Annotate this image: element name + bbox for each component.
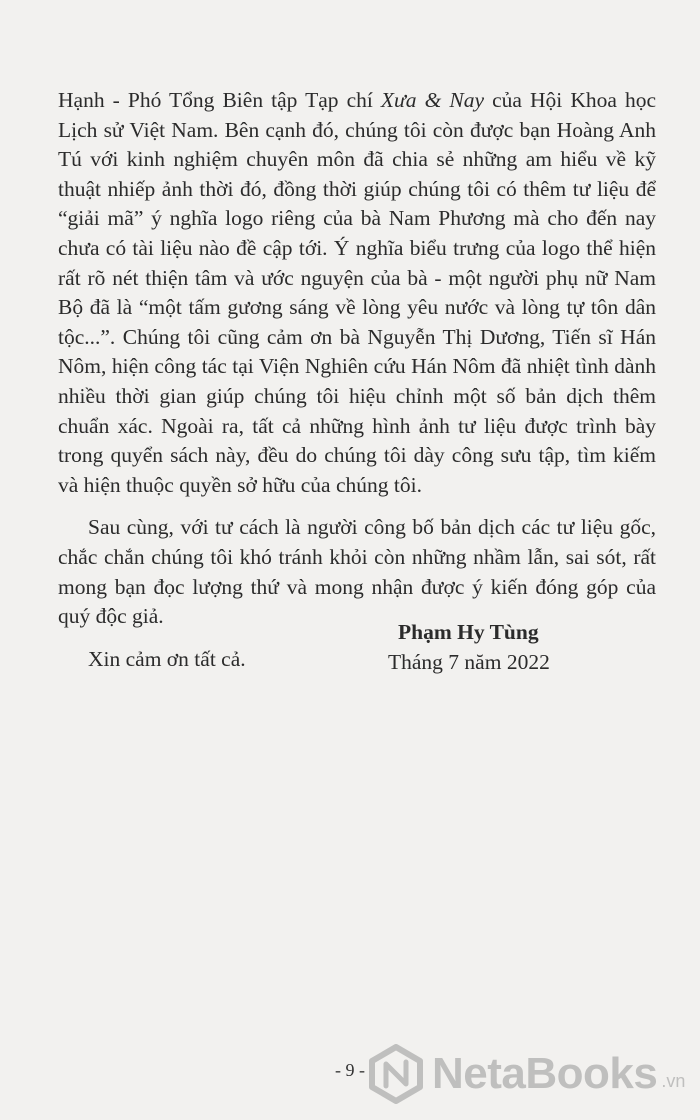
watermark-suffix: .vn	[661, 1070, 686, 1091]
watermark-brand: NetaBooks	[432, 1049, 658, 1098]
signature-date: Tháng 7 năm 2022	[388, 650, 550, 674]
paragraph-1-start: Hạnh - Phó Tổng Biên tập Tạp chí	[58, 88, 381, 112]
signature-block	[388, 617, 588, 677]
watermark	[368, 1042, 698, 1106]
paragraph-3: Xin cảm ơn tất cả.	[88, 646, 246, 671]
page-body	[58, 86, 656, 674]
paragraph-2: Sau cùng, với tư cách là người công bố bản dịch các tư liệu gốc, chắc chắn chúng tôi khó tránh khỏi còn những nhầm lẫn, sai sót, rất mong bạn đọc lượng thứ và mong nhận được ý kiến đóng góp của quý độc giả.	[58, 515, 656, 629]
paragraph-1	[58, 86, 656, 500]
author-name: Phạm Hy Tùng	[398, 620, 539, 644]
magazine-title: Xưa & Nay	[380, 88, 485, 112]
netabooks-logo-icon	[368, 1044, 424, 1104]
page-number: - 9 -	[335, 1060, 365, 1080]
paragraph-1-rest: của Hội Khoa học Lịch sử Việt Nam. Bên cạnh đó, chúng tôi còn được bạn Hoàng Anh Tú với kinh nghiệm chuyên môn đã chia sẻ những am hiểu về kỹ thuật nhiếp ảnh thời đó, đồng thời giúp chúng tôi có thêm tư liệu để “giải mã” ý nghĩa logo riêng của bà Nam Phương mà cho đến nay chưa có tài liệu nào đề cập tới. Ý nghĩa biểu trưng của logo thể hiện rất rõ nét thiện tâm và ước nguyện của bà - một người phụ nữ Nam Bộ đã là “một tấm gương sáng về lòng yêu nước và lòng tự tôn dân tộc...”. Chúng tôi cũng cảm ơn bà Nguyễn Thị Dương, Tiến sĩ Hán Nôm, hiện công tác tại Viện Nghiên cứu Hán Nôm đã nhiệt tình dành nhiều thời gian giúp chúng tôi hiệu chỉnh một số bản dịch thêm chuẩn xác. Ngoài ra, tất cả những hình ảnh tư liệu được trình bày trong quyển sách này, đều do chúng tôi dày công sưu tập, tìm kiếm và hiện thuộc quyền sở hữu của chúng tôi.	[58, 88, 657, 497]
